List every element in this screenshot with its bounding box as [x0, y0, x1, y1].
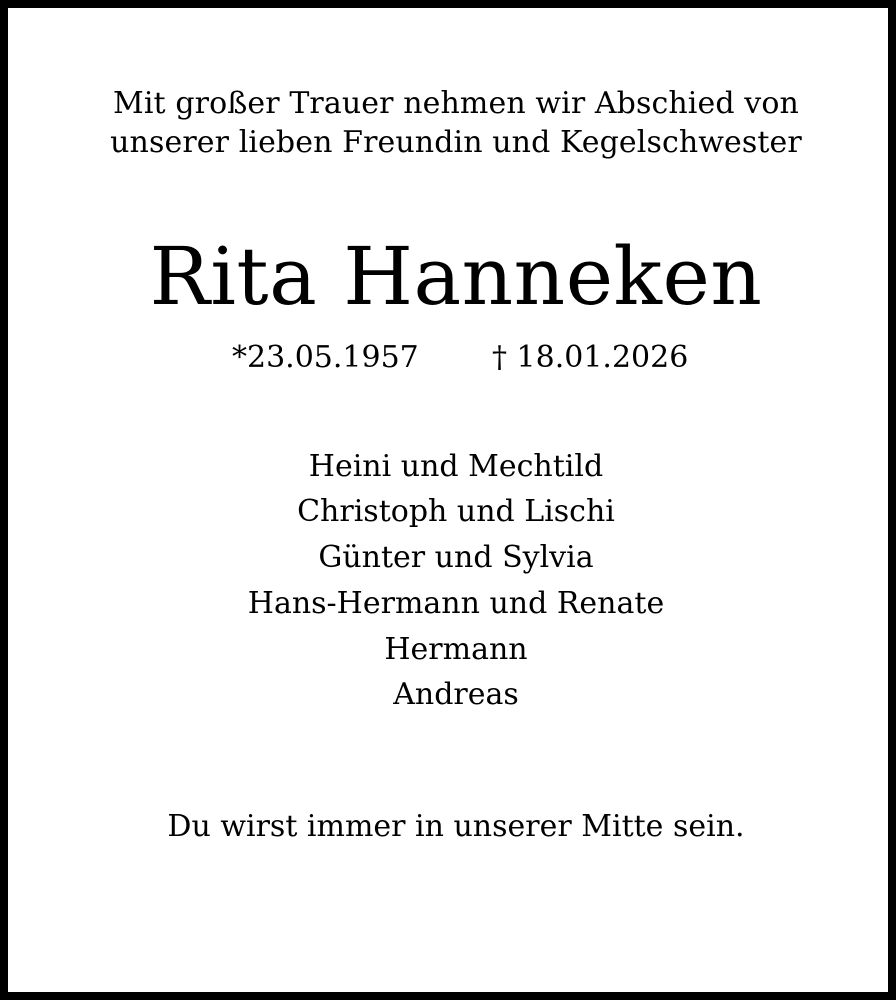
intro-line-1: Mit großer Trauer nehmen wir Abschied von [113, 86, 799, 121]
mourner-name: Heini und Mechtild [308, 449, 604, 484]
mourner-name: Hermann [384, 632, 528, 667]
mourner-name: Günter und Sylvia [318, 540, 594, 575]
intro-line-2: unserer lieben Freundin und Kegelschwester [110, 125, 802, 160]
birth-date: *23.05.1957 [232, 340, 419, 375]
closing-line: Du wirst immer in unserer Mitte sein. [167, 809, 745, 844]
mourner-name: Hans-Hermann und Renate [247, 586, 665, 621]
death-date: † 18.01.2026 [492, 340, 689, 375]
mourner-name: Christoph und Lischi [297, 494, 615, 529]
mourner-name: Andreas [393, 677, 519, 712]
deceased-name: Rita Hanneken [149, 230, 763, 323]
